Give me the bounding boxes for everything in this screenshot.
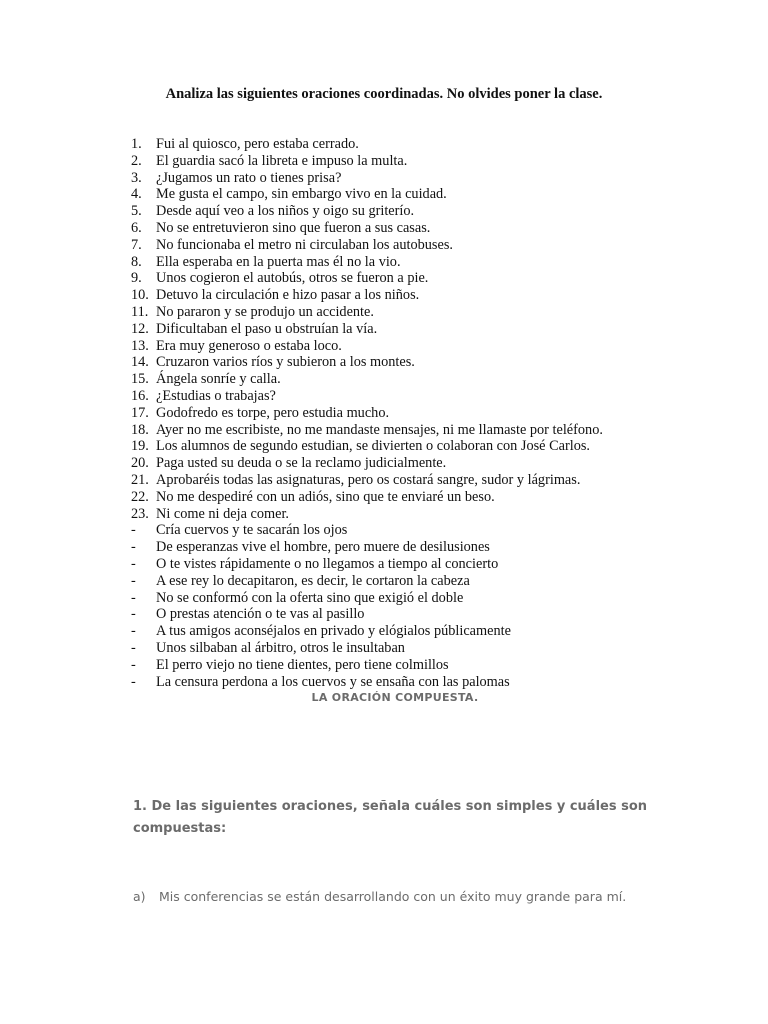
sentence-list: [131, 136, 691, 690]
list-item: [131, 270, 691, 287]
list-item-text: O prestas atención o te vas al pasillo: [156, 606, 365, 623]
list-item-text: O te vistes rápidamente o no llegamos a tiempo al concierto: [156, 555, 499, 572]
list-item-marker: 7.: [131, 236, 142, 253]
list-item: [131, 455, 691, 472]
list-item-text: Los alumnos de segundo estudian, se divierten o colaboran con José Carlos.: [156, 438, 590, 455]
list-item-marker: 6.: [131, 219, 142, 236]
list-item-text: A ese rey lo decapitaron, es decir, le cortaron la cabeza: [156, 572, 470, 589]
list-item-marker: 8.: [131, 253, 142, 270]
list-item: [131, 136, 691, 153]
list-item-marker: 2.: [131, 152, 142, 169]
list-item: [131, 422, 691, 439]
list-item-marker: -: [131, 623, 136, 640]
list-item: [131, 539, 691, 556]
list-item: [131, 237, 691, 254]
list-item-text: Detuvo la circulación e hizo pasar a los niños.: [156, 287, 420, 304]
list-item-text: Godofredo es torpe, pero estudia mucho.: [156, 404, 390, 421]
list-item-marker: 9.: [131, 270, 142, 287]
list-item: [131, 338, 691, 355]
list-item-marker: 22.: [131, 488, 149, 505]
list-item-text: La censura perdona a los cuervos y se ensaña con las palomas: [156, 673, 510, 690]
list-item-text: No se conformó con la oferta sino que exigió el doble: [156, 589, 464, 606]
list-item-marker: 13.: [131, 337, 149, 354]
list-item: [131, 354, 691, 371]
list-item-text: Unos silbaban al árbitro, otros le insultaban: [156, 639, 405, 656]
list-item: [131, 438, 691, 455]
list-item-text: Era muy generoso o estaba loco.: [156, 337, 342, 354]
list-item: [131, 405, 691, 422]
list-item-text: Cruzaron varios ríos y subieron a los montes.: [156, 354, 415, 371]
list-item-marker: 1.: [131, 136, 142, 152]
list-item-marker: -: [131, 589, 136, 606]
list-item-text: No pararon y se produjo un accidente.: [156, 303, 374, 320]
list-item-text: Desde aquí veo a los niños y oigo su griterío.: [156, 203, 415, 220]
list-item: [131, 304, 691, 321]
list-item-text: ¿Estudias o trabajas?: [156, 387, 276, 404]
list-item-marker: -: [131, 639, 136, 656]
list-item-text: No funcionaba el metro ni circulaban los autobuses.: [156, 236, 453, 253]
list-item-marker: 23.: [131, 505, 149, 522]
list-item-marker: -: [131, 673, 136, 690]
list-item-marker: 21.: [131, 471, 149, 488]
list-item-marker: 10.: [131, 287, 149, 304]
list-item-marker: -: [131, 522, 136, 539]
list-item: [131, 287, 691, 304]
list-item-marker: -: [131, 572, 136, 589]
list-item: [131, 321, 691, 338]
list-item-marker: 17.: [131, 404, 149, 421]
list-item: [131, 203, 691, 220]
list-item-marker: 18.: [131, 421, 149, 438]
list-item-marker: 20.: [131, 455, 149, 472]
list-item-marker: 4.: [131, 186, 142, 203]
list-item-marker: 15.: [131, 371, 149, 388]
list-item-text: El perro viejo no tiene dientes, pero tiene colmillos: [156, 656, 449, 673]
list-item-marker: -: [131, 539, 136, 556]
list-item-marker: 14.: [131, 354, 149, 371]
list-item-marker: a): [133, 889, 146, 904]
list-item-text: Unos cogieron el autobús, otros se fueron a pie.: [156, 270, 429, 287]
list-item-text: Paga usted su deuda o se la reclamo judicialmente.: [156, 455, 447, 472]
list-item-marker: 3.: [131, 169, 142, 186]
list-item: [131, 606, 691, 623]
list-item: [131, 640, 691, 657]
list-item: [131, 556, 691, 573]
list-item: [131, 254, 691, 271]
instruction-heading: Analiza las siguientes oraciones coordinadas. No olvides poner la clase.: [165, 86, 603, 102]
list-item: [131, 506, 691, 523]
list-item: [131, 153, 691, 170]
list-item-text: A tus amigos aconséjalos en privado y elógialos públicamente: [156, 623, 511, 640]
list-item: [131, 220, 691, 237]
list-item: [131, 388, 691, 405]
list-item-text: Fui al quiosco, pero estaba cerrado.: [156, 136, 359, 152]
list-item-marker: 5.: [131, 203, 142, 220]
list-item-text: El guardia sacó la libreta e impuso la multa.: [156, 152, 408, 169]
list-item-text: ¿Jugamos un rato o tienes prisa?: [156, 169, 342, 186]
section-heading: LA ORACIÓN COMPUESTA.: [311, 691, 479, 704]
list-item-marker: -: [131, 656, 136, 673]
list-item-marker: -: [131, 606, 136, 623]
list-item-text: De esperanzas vive el hombre, pero muere de desilusiones: [156, 539, 490, 556]
list-item-marker: 12.: [131, 320, 149, 337]
question-text: 1. De las siguientes oraciones, señala cuáles son simples y cuáles son compuestas:: [133, 799, 648, 836]
list-item-marker: 11.: [131, 303, 149, 320]
list-item: [131, 590, 691, 607]
list-item-text: Ni come ni deja comer.: [156, 505, 289, 522]
list-item-text: Ayer no me escribiste, no me mandaste mensajes, ni me llamaste por teléfono.: [156, 421, 603, 438]
list-item: [131, 623, 691, 640]
list-item-text: Me gusta el campo, sin embargo vivo en la cuidad.: [156, 186, 447, 203]
list-item: [131, 170, 691, 187]
list-item: [131, 371, 691, 388]
list-item: [131, 674, 691, 691]
list-item: [131, 472, 691, 489]
list-item-marker: 19.: [131, 438, 149, 455]
list-item-text: Dificultaban el paso u obstruían la vía.: [156, 320, 378, 337]
list-item-text: Aprobaréis todas las asignaturas, pero os costará sangre, sudor y lágrimas.: [156, 471, 581, 488]
list-item-text: Ángela sonríe y calla.: [156, 371, 281, 388]
list-item: [131, 186, 691, 203]
list-item: [131, 573, 691, 590]
list-item: [131, 657, 691, 674]
list-item-text: Mis conferencias se están desarrollando con un éxito muy grande para mí.: [159, 889, 627, 904]
list-item-marker: 16.: [131, 387, 149, 404]
list-item-marker: -: [131, 555, 136, 572]
list-item: [133, 889, 693, 904]
list-item-text: No me despediré con un adiós, sino que te enviaré un beso.: [156, 488, 495, 505]
list-item: [131, 489, 691, 506]
list-item-text: No se entretuvieron sino que fueron a sus casas.: [156, 219, 431, 236]
list-item-text: Cría cuervos y te sacarán los ojos: [156, 522, 348, 539]
list-item-text: Ella esperaba en la puerta mas él no la vio.: [156, 253, 401, 270]
list-item: [131, 522, 691, 539]
